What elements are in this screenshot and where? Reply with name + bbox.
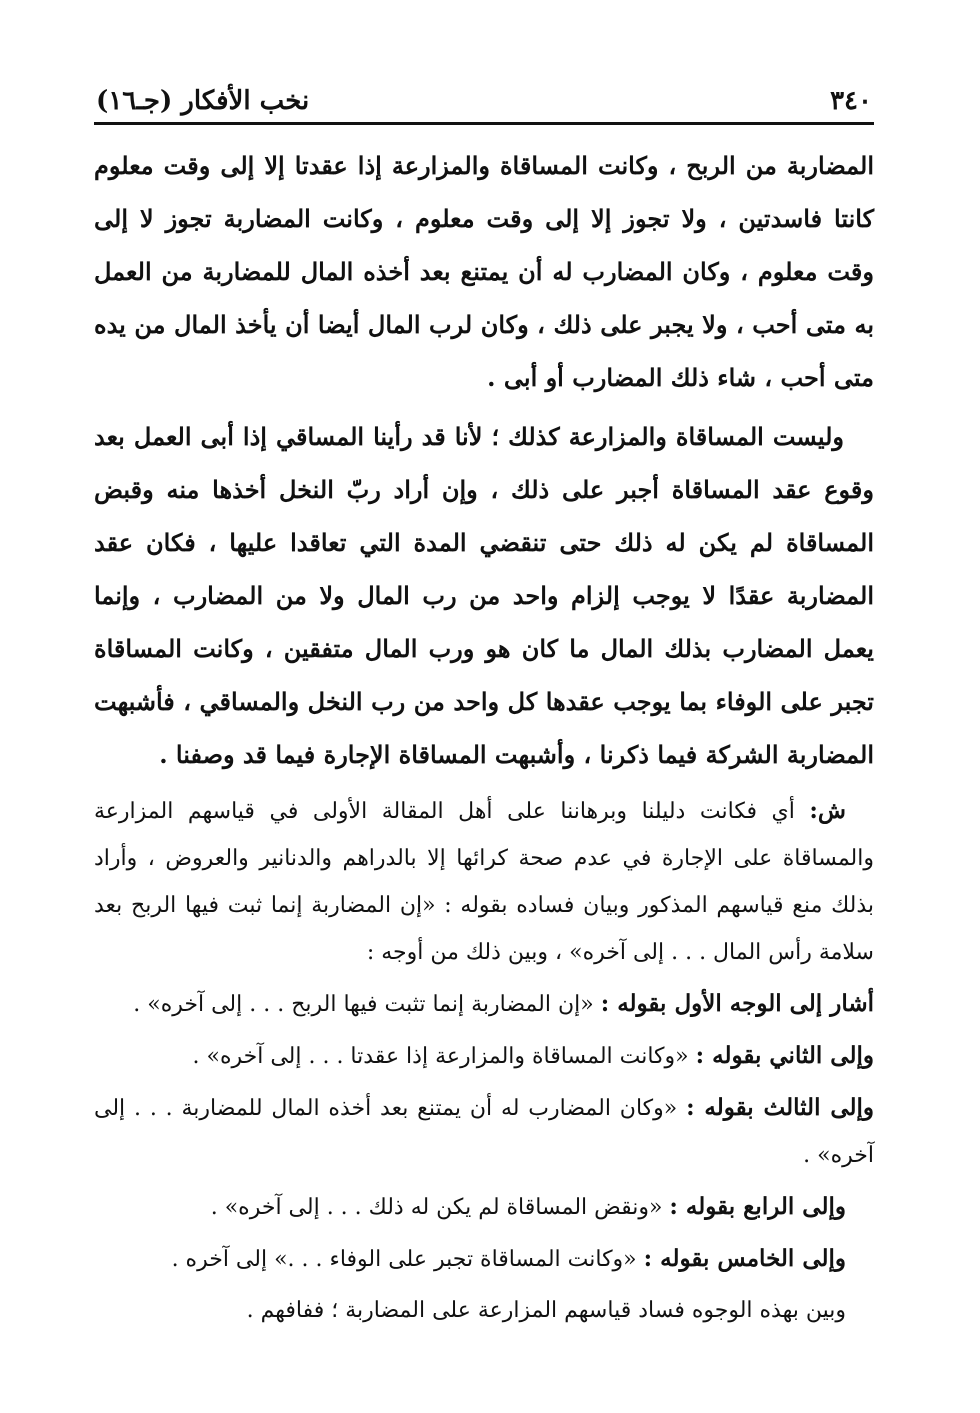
text-paragraph-2: وليست المساقاة والمزارعة كذلك ؛ لأنا قد رأينا المساقي إذا أبى العمل بعد وقوع عقد المساقاة أجبر على ذلك ، وإن أراد ربّ النخل أخذها منه وقبض المساقاة لم يكن له ذلك حتى تنقضي المدة التي تعاقدا عليها ، فكان عقد المضاربة عقدًا لا يوجب إلزام واحد من رب المال ولا من المضارب ، وإنما يعمل المضارب بذلك المال ما كان هو ورب المال متفقين ، وكانت المساقاة تجبر على الوفاء بما يوجب عقدها كل واحد من رب النخل والمساقي ، فأشبهت المضاربة الشركة فيما ذكرنا ، وأشبهت المساقاة الإجارة فيما قد وصفنا . [94,422,875,769]
commentary-point-2 [94,1032,874,1080]
book-page [94,72,874,1338]
commentary-intro [94,787,874,976]
point-text: «ونقض المساقاة لم يكن له ذلك . . . إلى آخره» . [210,1195,663,1220]
point-lead: وإلى الرابع بقوله : [669,1193,846,1220]
point-lead: وإلى الثاني بقوله : [695,1042,874,1069]
page-body [94,139,874,1334]
commentary-point-4 [94,1183,874,1231]
point-text: «وكانت المساقاة تجبر على الوفاء . . .» إلى آخره . [171,1247,637,1272]
point-lead: أشار إلى الوجه الأول بقوله : [600,990,874,1017]
point-text: «وكانت المساقاة والمزارعة إذا عقدتا . . . إلى آخره» . [192,1044,689,1069]
point-lead: وإلى الخامس بقوله : [643,1245,846,1272]
commentary-point-3 [94,1084,874,1179]
header-rule [94,122,874,125]
point-text: «إن المضاربة إنما تثبت فيها الربح . . . إلى آخره» . [133,992,594,1017]
book-title: نخب الأفكار (جـ١٦) [96,86,310,116]
commentary-point-1 [94,980,874,1028]
point-text: «وكان المضارب له أن يمتنع بعد أخذه المال للمضاربة . . . إلى آخره» . [94,1096,874,1168]
commentary-closing: وبين بهذه الوجوه فساد قياسهم المزارعة على المضاربة ؛ ففافهم . [246,1298,846,1323]
running-head [94,72,874,116]
commentary-intro-text: أي فكانت دليلنا وبرهاننا على أهل المقالة الأولى في قياسهم المزارعة والمساقاة على الإجارة في عدم صحة كرائها إلا بالدراهم والدنانير والعروض ، وأراد بذلك منع قياسهم المذكور وبيان فساده بقوله : «إن المضاربة إنما ثبت فيها الربح بعد سلامة رأس المال . . . إلى آخره» ، وبين ذلك من أوجه : [94,799,874,965]
text-paragraph-1: المضاربة من الربح ، وكانت المساقاة والمزارعة إذا عقدتا إلا إلى وقت معلوم كانتا فاسدتين ، ولا تجوز إلا إلى وقت معلوم ، وكانت المضاربة تجوز لا إلى وقت معلوم ، وكان المضارب له أن يمتنع بعد أخذه المال للمضاربة من العمل به متى أحب ، ولا يجبر على ذلك ، وكان لرب المال أيضا أن يأخذ المال من يده متى أحب ، شاء ذلك المضارب أو أبى . [94,151,874,392]
page-number: ٣٤٠ [830,86,872,116]
point-lead: وإلى الثالث بقوله : [686,1094,874,1121]
commentary-marker: ش: [809,797,846,824]
commentary-point-5 [94,1235,874,1283]
